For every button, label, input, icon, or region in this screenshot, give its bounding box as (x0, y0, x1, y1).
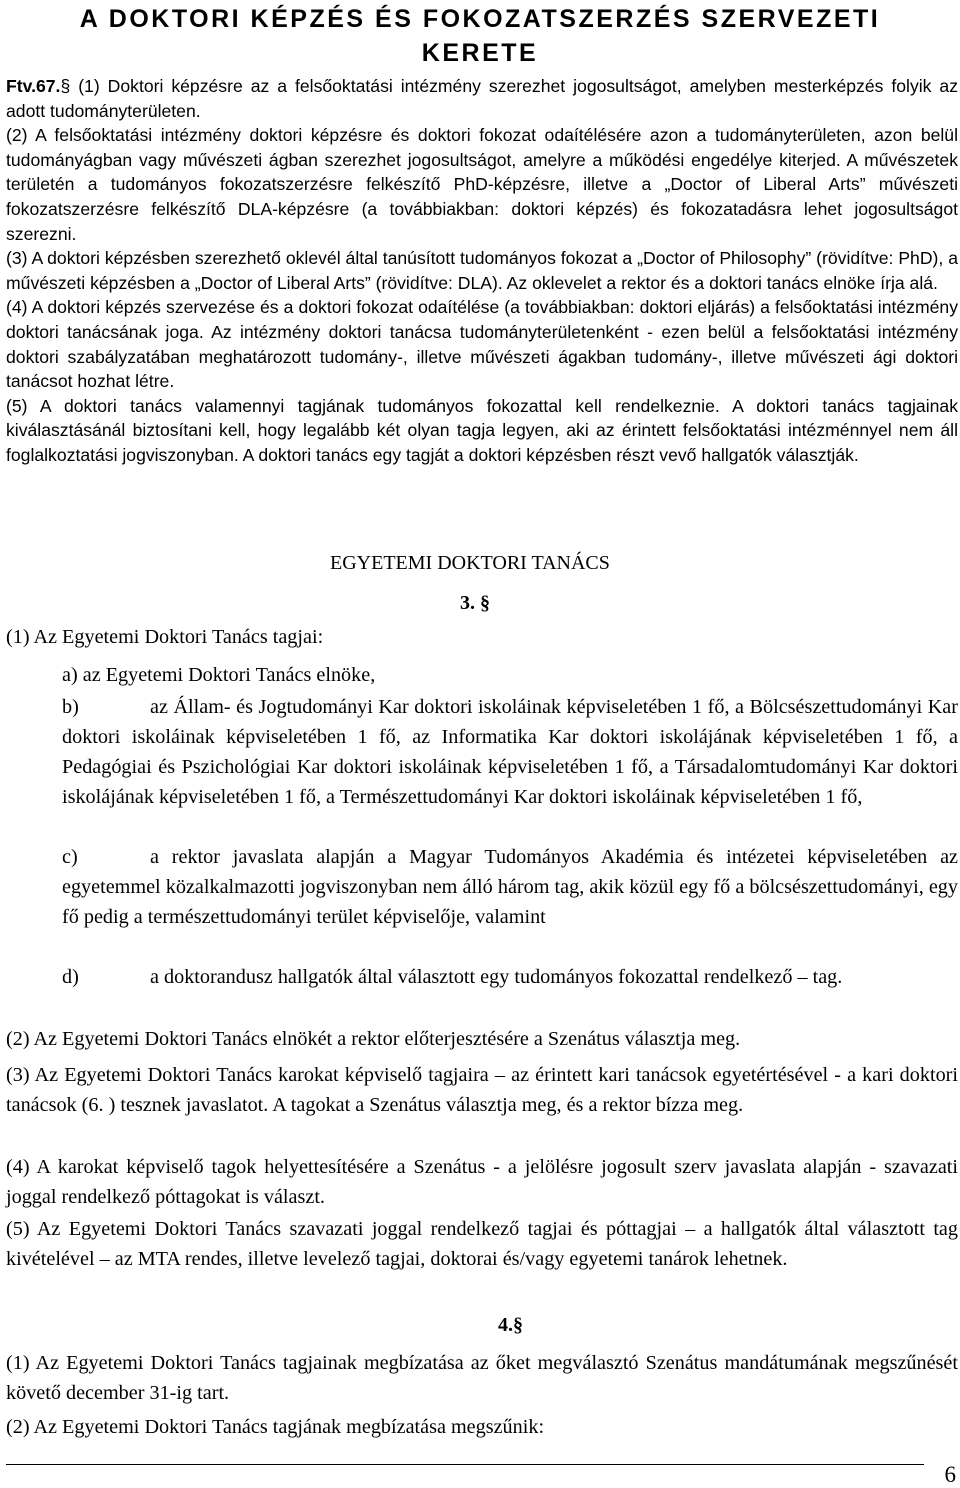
s3-item-c-text: a rektor javaslata alapján a Magyar Tudományos Akadémia és intézetei képviseletében az egyetemmel közalkalmazotti jogviszonyban nem álló három tag, akik közül egy fő a bölcsészettudományi, egy fő pedig a természettudományi terület képviselője, valamint (62, 846, 958, 928)
section-3-number (460, 592, 490, 615)
paragraph-2: (2) A felsőoktatási intézmény doktori képzésre és doktori fokozat odaítélésére azon a tudományterületen, azon belül tudományágban vagy művészeti ágban szerezhet jogosultságot, amelyre a működési engedélye kiterjed. A művészetek területén a tudományos fokozatszerzésre felkészítő PhD-képzésre, illetve a „Doctor of Liberal Arts” művészeti fokozatszerzésre felkészítő DLA-képzésre (a továbbiakban: doktori képzés) és fokozatadásra lehet jogosultságot szerezni. (6, 125, 958, 244)
title-line-2: KERETE (421, 39, 539, 67)
section-heading: EGYETEMI DOKTORI TANÁCS (330, 552, 610, 574)
s3-item-c-label: c) (62, 846, 78, 868)
section-sign-icon: § (60, 76, 71, 96)
paragraph-3: (3) A doktori képzésben szerezhető oklevél által tanúsított tudományos fokozat a „Doctor of Philosophy” (rövidítve: PhD), a művészeti képzésben a „Doctor of Liberal Arts” (rövidítve: DLA). Az oklevelet a rektor és a doktori tanács elnöke írja alá. (6, 248, 958, 293)
s3-item-a: a) az Egyetemi Doktori Tanács elnöke, (62, 664, 376, 686)
s3-item-b-text: az Állam- és Jogtudományi Kar doktori iskoláinak képviseletében 1 fő, a Bölcsészettudományi Kar doktori iskoláinak képviseletében 1 fő, az Informatika Kar doktori iskolájának képviseletében 1 fő, a Pedagógiai és Pszichológiai Kar doktori iskoláinak képviseletében 1 fő, a Társadalomtudományi Kar doktori iskolájának képviseletében 1 fő, a Természettudományi Kar doktori iskoláinak képviseletében 1 fő, (62, 696, 958, 808)
s3-item-4: (4) A karokat képviselő tagok helyettesítésére a Szenátus - a jelölésre jogosult szerv javaslata alapján - szavazati joggal rendelkező póttagokat is választ. (6, 1156, 958, 1208)
ftv-reference: Ftv.67. (6, 76, 61, 96)
paragraph-5: (5) A doktori tanács valamennyi tagjának tudományos fokozattal kell rendelkeznie. A doktori tanács tagjainak kiválasztásánál biztosítani kell, hogy legalább két olyan tagja legyen, aki az érintett felsőoktatási intézménnyel nem áll foglalkoztatási jogviszonyban. A doktori tanács egy tagját a doktori képzésben részt vevő hallgatók választják. (6, 395, 958, 465)
section-4-label: 4. (498, 1314, 513, 1336)
paragraph-1 (6, 74, 958, 123)
section-3-label: 3. (460, 592, 475, 614)
section-sign-icon: § (480, 592, 490, 614)
title-line-1: A DOKTORI KÉPZÉS ÉS FOKOZATSZERZÉS SZERVEZETI (79, 5, 881, 33)
footer-divider (6, 1464, 924, 1465)
s4-item-2: (2) Az Egyetemi Doktori Tanács tagjának megbízatása megszűnik: (6, 1416, 545, 1438)
document-title (0, 0, 960, 70)
s3-item-c (62, 842, 958, 932)
s3-item-b-label: b) (62, 696, 79, 718)
section-sign-icon: § (513, 1314, 523, 1336)
s3-item-5: (5) Az Egyetemi Doktori Tanács szavazati joggal rendelkező tagjai és póttagjai – a hallgatók által választott tag kivételével – az MTA rendes, illetve levelező tagjai, doktorai és/vagy egyetemi tanárok lehetnek. (6, 1218, 958, 1270)
s3-item-d-label: d) (62, 966, 79, 988)
paragraph-4: (4) A doktori képzés szervezése és a doktori fokozat odaítélése (a továbbiakban: doktori eljárás) a felsőoktatási intézmény doktori tanácsának joga. Az intézmény doktori tanácsa tudományterületenként - ezen belül a felsőoktatási intézmény doktori szabályzatában meghatározott tudomány-, illetve művészeti ágakban tudomány-, illetve művészeti ági doktori tanácsot hozhat létre. (6, 297, 958, 392)
s3-item-b (62, 692, 958, 812)
s3-item-1: (1) Az Egyetemi Doktori Tanács tagjai: (6, 626, 324, 648)
s3-item-d-text: a doktorandusz hallgatók által választott egy tudományos fokozattal rendelkező – tag. (150, 966, 843, 988)
s3-item-3: (3) Az Egyetemi Doktori Tanács karokat képviselő tagjaira – az érintett kari tanácsok egyetértésével - a kari doktori tanácsok (6. ) tesznek javaslatot. A tagokat a Szenátus választja meg, és a rektor bízza meg. (6, 1064, 958, 1116)
s3-item-2: (2) Az Egyetemi Doktori Tanács elnökét a rektor előterjesztésére a Szenátus választja meg. (6, 1028, 741, 1050)
s3-item-d (62, 962, 958, 992)
paragraph-1-text: (1) Doktori képzésre az a felsőoktatási intézmény szerezhet jogosultságot, amelyben mesterképzés folyik az adott tudományterületen. (6, 76, 958, 121)
section-4-number (498, 1314, 523, 1337)
page-number: 6 (944, 1462, 956, 1487)
s4-item-1: (1) Az Egyetemi Doktori Tanács tagjainak megbízatása az őket megválasztó Szenátus mandátumának megszűnését követő december 31-ig tart. (6, 1352, 958, 1404)
